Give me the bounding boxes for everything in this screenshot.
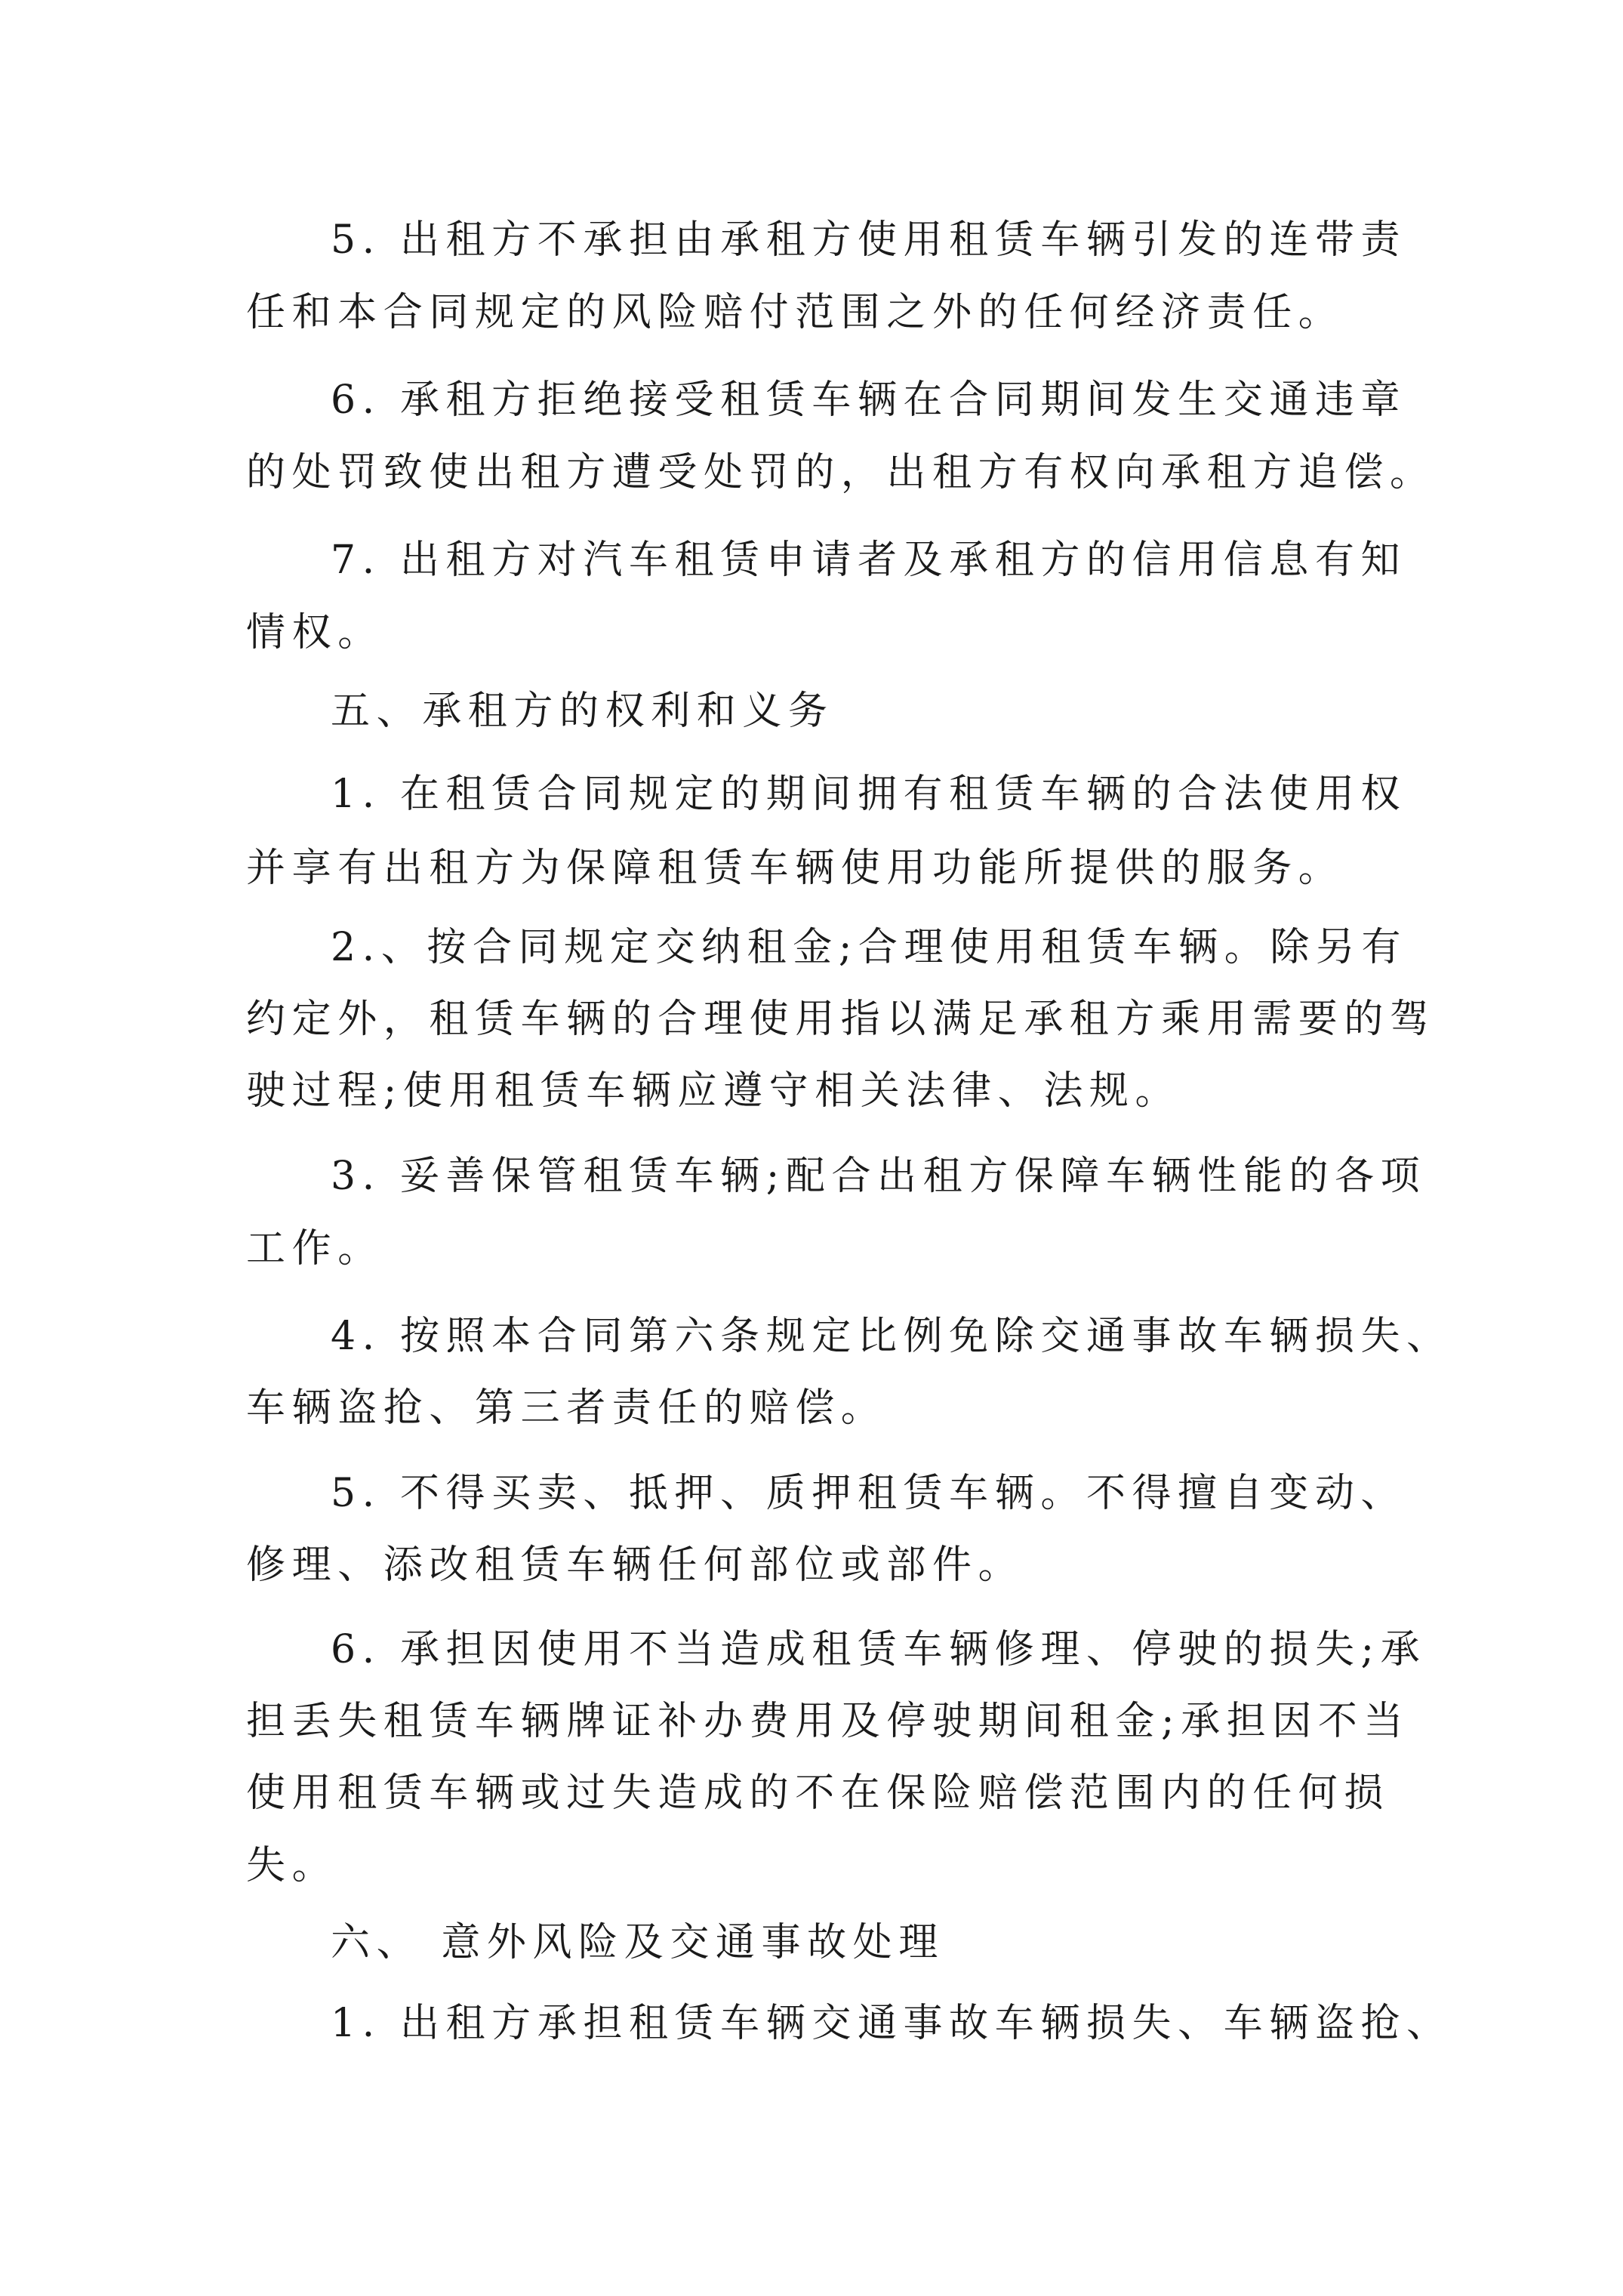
text-line: 担丢失租赁车辆牌证补办费用及停驶期间租金;承担因不当 xyxy=(246,1699,1410,1744)
text-line: 3. 妥善保管租赁车辆;配合出租方保障车辆性能的各项 xyxy=(331,1154,1427,1199)
text-line: 失。 xyxy=(246,1843,338,1888)
text-line: 使用租赁车辆或过失造成的不在保险赔偿范围内的任何损 xyxy=(246,1771,1390,1816)
text-line: 5. 不得买卖、抵押、质押租赁车辆。不得擅自变动、 xyxy=(331,1471,1407,1516)
text-line: 1. 在租赁合同规定的期间拥有租赁车辆的合法使用权 xyxy=(331,772,1407,817)
text-line: 1. 出租方承担租赁车辆交通事故车辆损失、车辆盗抢、 xyxy=(331,2001,1452,2046)
text-line: 车辆盗抢、第三者责任的赔偿。 xyxy=(246,1385,887,1431)
text-line: 约定外，租赁车辆的合理使用指以满足承租方乘用需要的驾 xyxy=(246,997,1436,1042)
text-line: 4. 按照本合同第六条规定比例免除交通事故车辆损失、 xyxy=(331,1314,1452,1359)
text-line: 2.、按合同规定交纳租金;合理使用租赁车辆。除另有 xyxy=(331,925,1408,970)
text-line: 7. 出租方对汽车租赁申请者及承租方的信用信息有知 xyxy=(331,538,1407,583)
text-line: 驶过程;使用租赁车辆应遵守相关法律、法规。 xyxy=(246,1068,1181,1114)
text-line: 6. 承担因使用不当造成租赁车辆修理、停驶的损失;承 xyxy=(331,1627,1427,1672)
section-heading: 五、承租方的权利和义务 xyxy=(331,689,834,734)
text-line: 工作。 xyxy=(246,1226,383,1271)
section-heading: 六、 意外风险及交通事故处理 xyxy=(331,1920,944,1965)
text-line: 的处罚致使出租方遭受处罚的，出租方有权向承租方追偿。 xyxy=(246,450,1436,495)
text-line: 修理、添改租赁车辆任何部位或部件。 xyxy=(246,1542,1024,1588)
text-line: 6. 承租方拒绝接受租赁车辆在合同期间发生交通违章 xyxy=(331,378,1407,423)
text-line: 5. 出租方不承担由承租方使用租赁车辆引发的连带责 xyxy=(331,217,1407,263)
text-line: 任和本合同规定的风险赔付范围之外的任何经济责任。 xyxy=(246,290,1344,335)
text-line: 并享有出租方为保障租赁车辆使用功能所提供的服务。 xyxy=(246,846,1344,891)
text-line: 情权。 xyxy=(246,610,383,655)
